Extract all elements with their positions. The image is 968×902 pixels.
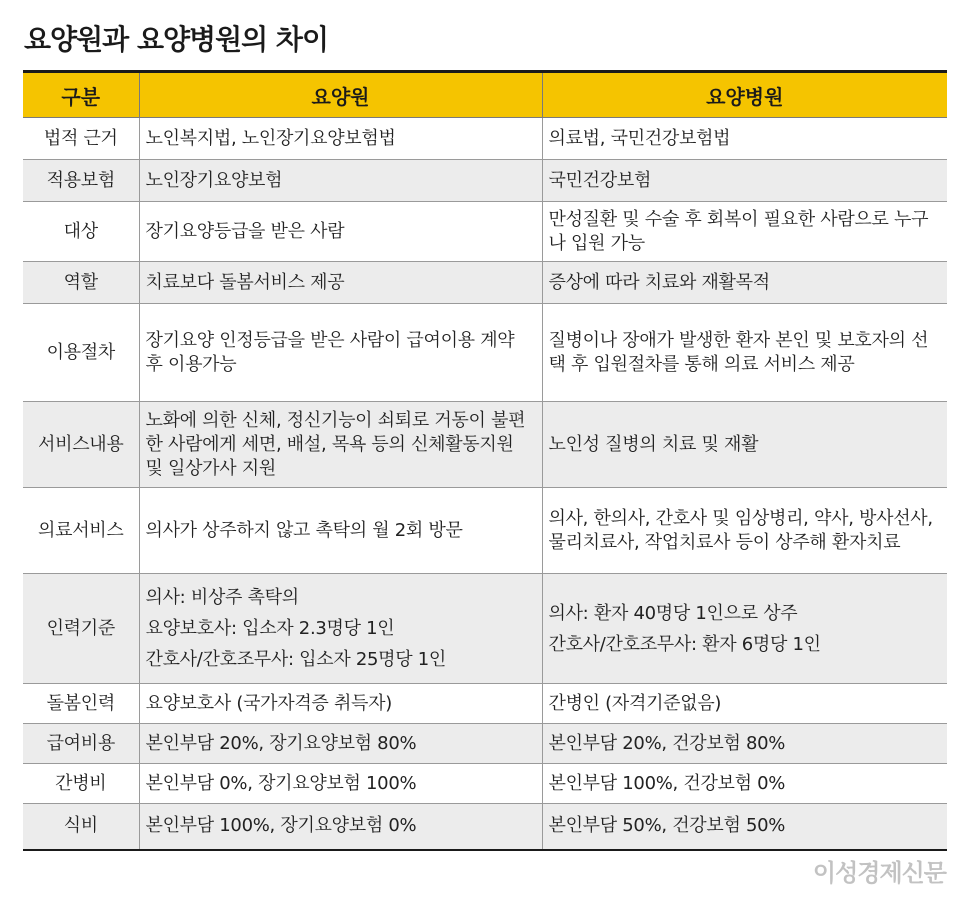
header-nursing-hospital: 요양병원 <box>542 72 947 118</box>
cell-nursing-home <box>139 118 542 160</box>
cell-line: 만성질환 및 수술 후 회복이 필요한 사람으로 누구나 입원 가능 <box>548 208 929 254</box>
table-row <box>23 724 947 764</box>
cell-line: 간호사/간호조무사: 입소자 25명당 1인 <box>145 649 446 670</box>
cell-nursing-home <box>139 304 542 402</box>
cell-line: 노인복지법, 노인장기요양보험법 <box>145 127 396 149</box>
cell-nursing-hospital <box>542 202 947 262</box>
table-row <box>23 684 947 724</box>
table-row <box>23 402 947 488</box>
row-category: 급여비용 <box>23 724 139 764</box>
row-category: 돌봄인력 <box>23 684 139 724</box>
row-category: 이용절차 <box>23 304 139 402</box>
cell-nursing-home <box>139 684 542 724</box>
cell-nursing-hospital <box>542 402 947 488</box>
table-row <box>23 764 947 804</box>
cell-line: 본인부담 20%, 장기요양보험 80% <box>145 732 417 754</box>
row-category: 적용보험 <box>23 160 139 202</box>
row-category: 서비스내용 <box>23 402 139 488</box>
cell-line: 의사: 비상주 촉탁의 <box>145 587 299 608</box>
cell-nursing-hospital <box>542 160 947 202</box>
table-row <box>23 804 947 850</box>
page-title: 요양원과 요양병원의 차이 <box>24 23 329 56</box>
row-category: 역할 <box>23 262 139 304</box>
row-category: 법적 근거 <box>23 118 139 160</box>
row-category: 의료서비스 <box>23 488 139 574</box>
cell-line: 요양보호사 (국가자격증 취득자) <box>145 692 392 714</box>
cell-nursing-hospital <box>542 574 947 684</box>
cell-line: 장기요양 인정등급을 받은 사람이 급여이용 계약 후 이용가능 <box>145 329 515 375</box>
table-row <box>23 574 947 684</box>
row-category: 인력기준 <box>23 574 139 684</box>
cell-line: 본인부담 100%, 건강보험 0% <box>548 772 786 794</box>
cell-nursing-home <box>139 574 542 684</box>
table-body <box>23 118 947 850</box>
cell-line: 의사, 한의사, 간호사 및 임상병리, 약사, 방사선사, 물리치료사, 작업치료사 등이 상주해 환자치료 <box>548 507 933 553</box>
table-row <box>23 118 947 160</box>
cell-line: 질병이나 장애가 발생한 환자 본인 및 보호자의 선택 후 입원절차를 통해 의료 서비스 제공 <box>548 329 929 375</box>
header-category: 구분 <box>23 72 139 118</box>
cell-nursing-home <box>139 402 542 488</box>
cell-nursing-home <box>139 724 542 764</box>
cell-line: 증상에 따라 치료와 재활목적 <box>548 271 770 293</box>
cell-line: 노화에 의한 신체, 정신기능이 쇠퇴로 거동이 불편한 사람에게 세면, 배설, 목욕 등의 신체활동지원 및 일상가사 지원 <box>145 409 526 479</box>
cell-line: 본인부담 50%, 건강보험 50% <box>548 815 786 837</box>
table-row <box>23 160 947 202</box>
row-category: 식비 <box>23 804 139 850</box>
cell-nursing-home <box>139 160 542 202</box>
cell-nursing-home <box>139 804 542 850</box>
cell-nursing-hospital <box>542 804 947 850</box>
cell-nursing-hospital <box>542 262 947 304</box>
cell-nursing-hospital <box>542 118 947 160</box>
cell-line: 본인부담 0%, 장기요양보험 100% <box>145 772 417 794</box>
row-category: 대상 <box>23 202 139 262</box>
cell-line: 노인장기요양보험 <box>145 169 283 191</box>
cell-line: 간호사/간호조무사: 환자 6명당 1인 <box>548 633 821 655</box>
cell-line: 요양보호사: 입소자 2.3명당 1인 <box>145 618 395 639</box>
cell-nursing-home <box>139 488 542 574</box>
cell-nursing-home <box>139 202 542 262</box>
cell-nursing-hospital <box>542 684 947 724</box>
table-row <box>23 488 947 574</box>
cell-nursing-hospital <box>542 724 947 764</box>
cell-nursing-home <box>139 262 542 304</box>
watermark-logo: 이성경제신문 <box>812 859 946 887</box>
cell-line: 노인성 질병의 치료 및 재활 <box>548 433 759 455</box>
cell-line: 간병인 (자격기준없음) <box>548 692 722 714</box>
cell-line: 치료보다 돌봄서비스 제공 <box>145 271 345 293</box>
cell-nursing-hospital <box>542 304 947 402</box>
cell-nursing-home <box>139 764 542 804</box>
cell-line: 본인부담 100%, 장기요양보험 0% <box>145 815 417 837</box>
table-row <box>23 304 947 402</box>
header-nursing-home: 요양원 <box>139 72 542 118</box>
table-row <box>23 262 947 304</box>
cell-line: 의사: 환자 40명당 1인으로 상주 <box>548 602 798 624</box>
cell-line: 의료법, 국민건강보험법 <box>548 127 731 149</box>
cell-line: 본인부담 20%, 건강보험 80% <box>548 732 786 754</box>
table-row <box>23 202 947 262</box>
cell-nursing-hospital <box>542 764 947 804</box>
cell-nursing-hospital <box>542 488 947 574</box>
cell-line: 의사가 상주하지 않고 촉탁의 월 2회 방문 <box>145 519 463 541</box>
row-category: 간병비 <box>23 764 139 804</box>
comparison-table <box>23 70 947 851</box>
cell-line: 장기요양등급을 받은 사람 <box>145 220 345 242</box>
table-header-row <box>23 72 947 118</box>
cell-line: 국민건강보험 <box>548 169 652 191</box>
